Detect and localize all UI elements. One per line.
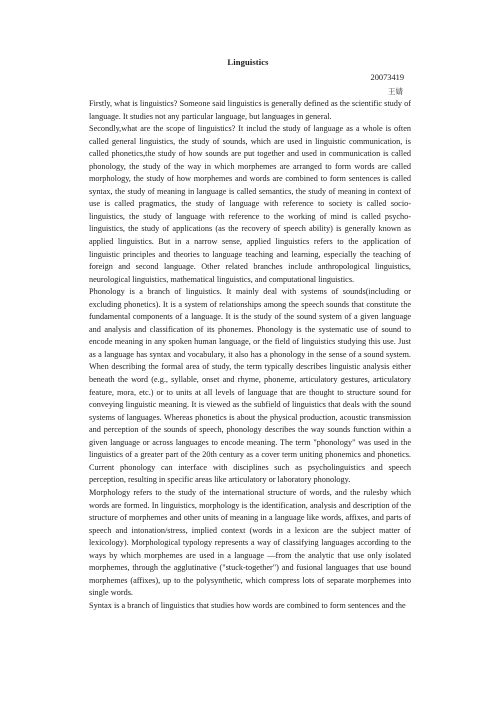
- paragraph-phonology: Phonology is a branch of linguistics. It mainly deal with systems of sounds(including or excluding phonetics). It is a system of relationships among the speech sounds that constitute the fundamental components of a language. It is the study of the sound system of a given language and analysis and classification of its phonemes. Phonology is the systematic use of sound to encode meaning in any spoken human language, or the field of linguistics studying this use. Just as a language has syntax and vocabulary, it also has a phonology in the sense of a sound system. When describing the formal area of study, the term typically describes linguistic analysis either beneath the word (e.g., syllable, onset and rhyme, phoneme, articulatory gestures, articulatory feature, mora, etc.) or to units at all levels of language that are thought to structure sound for conveying linguistic meaning. It is viewed as the subfield of linguistics that deals with the sound systems of languages. Whereas phonetics is about the physical production, acoustic transmission and perception of the sounds of speech, phonology describes the way sounds function within a given language or across languages to encode meaning. The term "phonology" was used in the linguistics of a greater part of the 20th century as a cover term uniting phonemics and phonetics. Current phonology can interface with disciplines such as psycholinguistics and speech perception, resulting in specific areas like articulatory or laboratory phonology.: [89, 287, 411, 485]
- paragraph-syntax: Syntax is a branch of linguistics that studies how words are combined to form sentences and the: [89, 600, 406, 610]
- author-name: 王婧: [387, 87, 403, 96]
- paragraph-morphology: Morphology refers to the study of the international structure of words, and the rulesby which words are formed. In linguistics, morphology is the identification, analysis and description of the structure of morphemes and other units of meaning in a language like words, affixes, and parts of speech and intonation/stress, implied context (words in a lexicon are the subject matter of lexicology). Morphological typology represents a way of classifying languages according to the ways by which morphemes are used in a language —from the analytic that use only isolated morphemes, through the agglutinative ("stuck-together") and fusional languages that use bound morphemes (affixes), up to the polysynthetic, which compress lots of separate morphemes into single words.: [89, 487, 411, 598]
- document-body: [89, 98, 411, 612]
- paragraph-scope-of-linguistics: Secondly,what are the scope of linguistics? It includ the study of language as a whole is often called general linguistics, the study of sounds, which are used in linguistic communication, is called phonetics,the study of how sounds are put together and used in communication is called phonology, the study of the way in which morphemes are arranged to form words are called morphology, the study of how morphemes and words are combined to form sentences is called syntax, the study of meaning in language is called semantics, the study of meaning in context of use is called pragmatics, the study of language with reference to society is called socio-linguistics, the study of language with reference to the working of mind is called psycho-linguistics, the study of applications (as the recovery of speech ability) is generally known as applied linguistics. But in a narrow sense, applied linguistics refers to the application of linguistic principles and theories to language teaching and learning, especially the teaching of foreign and second language. Other related branches include anthropological linguistics, neurological linguistics, mathematical linguistics, and computational linguistics.: [89, 124, 411, 284]
- document-title: Linguistics: [227, 57, 269, 67]
- paragraph-what-is-linguistics: Firstly, what is linguistics? Someone said linguistics is generally defined as the scientific study of language. It studies not any particular language, but languages in general.: [89, 99, 411, 121]
- student-id: 20073419: [370, 73, 404, 82]
